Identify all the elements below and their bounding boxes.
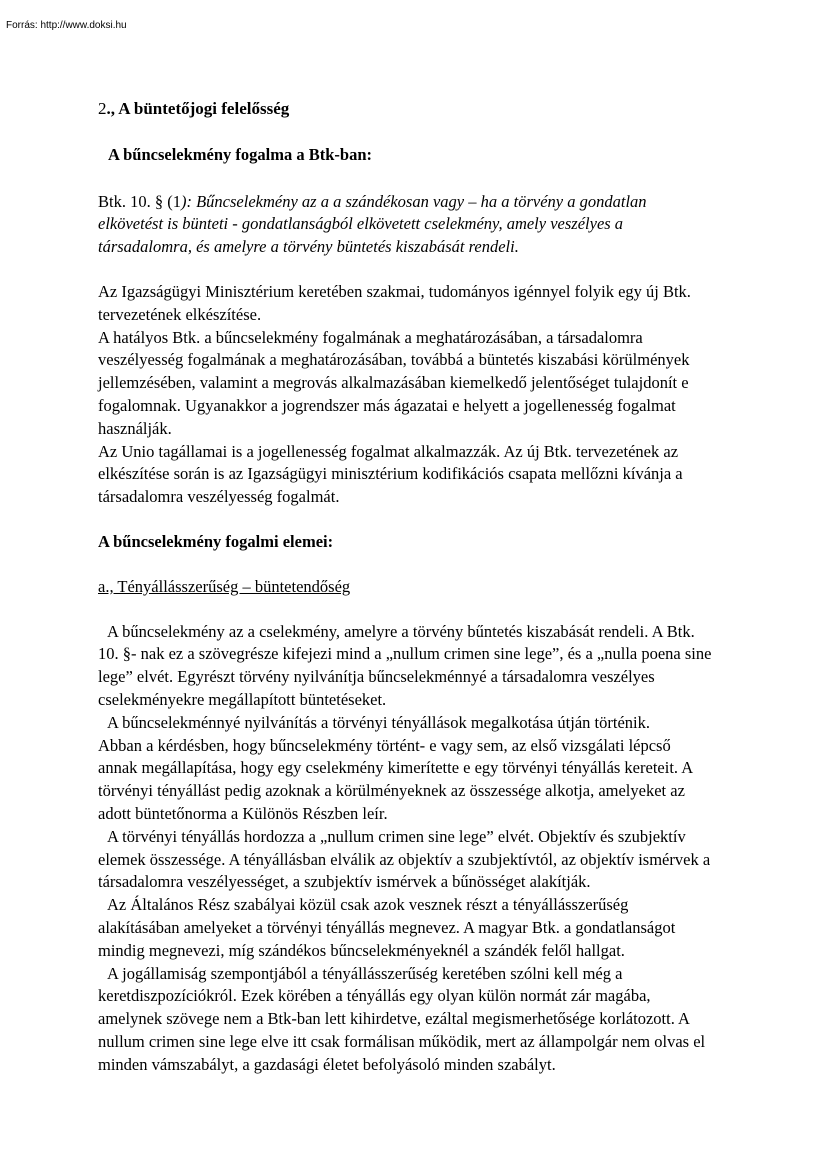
text-line: használják. — [98, 418, 172, 438]
text-line: veszélyesség fogalmának a meghatározásában, továbbá a büntetés kiszabási körülmények — [98, 350, 690, 370]
intro-paragraph — [98, 281, 822, 509]
text-line: elkészítése során is az Igazságügyi minisztérium kodifikációs csapata mellőzni kívánja a — [98, 464, 683, 484]
text-line: A bűncselekménnyé nyilvánítás a törvényi tényállások megalkotása útján történik. — [107, 712, 650, 732]
definition-prefix: Btk. 10. § (1 — [98, 191, 181, 211]
page-title — [98, 98, 822, 121]
definition-text: ): Bűncselekmény az a a szándékosan vagy – ha a törvény a gondatlan — [180, 191, 647, 211]
text-line: társadalomra veszélyesség fogalmát. — [98, 487, 340, 507]
title-number: 2 — [98, 99, 107, 118]
text-line: társadalomra veszélyességet, a szubjektív ismérvek a bűnösséget alakítják. — [98, 872, 591, 892]
definition-paragraph — [98, 191, 822, 259]
text-line: alakításában amelyeket a törvényi tényállás megnevez. A magyar Btk. a gondatlanságot — [98, 917, 676, 937]
text-line: Az Unio tagállamai is a jogellenesség fogalmat alkalmazzák. Az új Btk. tervezetének az — [98, 441, 679, 461]
text-line: törvényi tényállást pedig azoknak a körülményeknek az összessége alkotja, amelyeket az — [98, 781, 685, 801]
text-line: A hatályos Btk. a bűncselekmény fogalmának a meghatározásában, a társadalomra — [98, 327, 643, 347]
text-line: 10. §- nak ez a szövegrésze kifejezi mind a „nullum crimen sine lege”, és a „nulla poena sine — [98, 644, 712, 664]
title-text: ., A büntetőjogi felelősség — [106, 99, 290, 118]
text-line: A törvényi tényállás hordozza a „nullum crimen sine lege” elvét. Objektív és szubjektív — [107, 826, 686, 846]
text-line: annak megállapítása, hogy egy cselekmény kimerítette e egy törvényi tényállás kereteit. A — [98, 758, 694, 778]
definition-text: társadalomra, és amelyre a törvény büntetés kiszabását rendeli. — [98, 237, 519, 257]
section-heading: A bűncselekmény fogalma a Btk-ban: — [108, 144, 373, 164]
definition-line — [98, 213, 822, 236]
text-line: adott büntetőnorma a Különös Részben leír. — [98, 803, 388, 823]
text-line: tervezetének elkészítése. — [98, 304, 262, 324]
source-header: Forrás: http://www.doksi.hu — [6, 20, 127, 31]
subsection-heading: a., Tényállásszerűség – büntetendőség — [98, 576, 351, 596]
text-line: jellemzésében, valamint a megrovás alkalmazásában kiemelkedő jelentőséget tulajdonít e — [98, 373, 689, 393]
text-line: fogalomnak. Ugyanakkor a jogrendszer más ágazatai e helyett a jogellenesség fogalmat — [98, 395, 676, 415]
text-line: elemek összessége. A tényállásban elválik az objektív a szubjektívtól, az objektív ismérvek a — [98, 849, 711, 869]
text-line: mindig megnevezi, míg szándékos bűncselekményeknél a szándék felől hallgat. — [98, 940, 625, 960]
text-line: lege” elvét. Egyrészt törvény nyilvánítja bűncselekménnyé a társadalomra veszélyes — [98, 667, 655, 687]
text-line: cselekményekre megállapított büntetéseket. — [98, 689, 387, 709]
definition-text: elkövetést is bünteti - gondatlanságból elkövetett cselekmény, amely veszélyes a — [98, 214, 624, 234]
definition-line — [98, 191, 822, 214]
section-heading-elements: A bűncselekmény fogalmi elemei: — [98, 531, 334, 551]
text-line: A jogállamiság szempontjából a tényállásszerűség keretében szólni kell még a — [107, 963, 623, 983]
text-line: A bűncselekmény az a cselekmény, amelyre a törvény bűntetés kiszabását rendeli. A Btk. — [107, 621, 695, 641]
text-line: keretdiszpozíciókról. Ezek körében a tényállás egy olyan külön normát zár magába, — [98, 986, 651, 1006]
text-line: amelynek szövege nem a Btk-ban lett kihirdetve, ezáltal megismerhetősége korlátozott. A — [98, 1009, 690, 1029]
text-line: Az Igazságügyi Minisztérium keretében szakmai, tudományos igénnyel folyik egy új Btk. — [98, 281, 691, 301]
body-paragraphs — [98, 621, 822, 1077]
text-line: minden vámszabályt, a gazdasági életet befolyásoló minden szabályt. — [98, 1054, 556, 1074]
text-line: nullum crimen sine lege elve itt csak formálisan működik, mert az állampolgár nem olvas el — [98, 1031, 706, 1051]
document-body — [98, 98, 822, 1076]
definition-line — [98, 236, 822, 259]
text-line: Az Általános Rész szabályai közül csak azok vesznek részt a tényállásszerűség — [107, 895, 629, 915]
text-line: Abban a kérdésben, hogy bűncselekmény történt- e vagy sem, az első vizsgálati lépcső — [98, 735, 671, 755]
